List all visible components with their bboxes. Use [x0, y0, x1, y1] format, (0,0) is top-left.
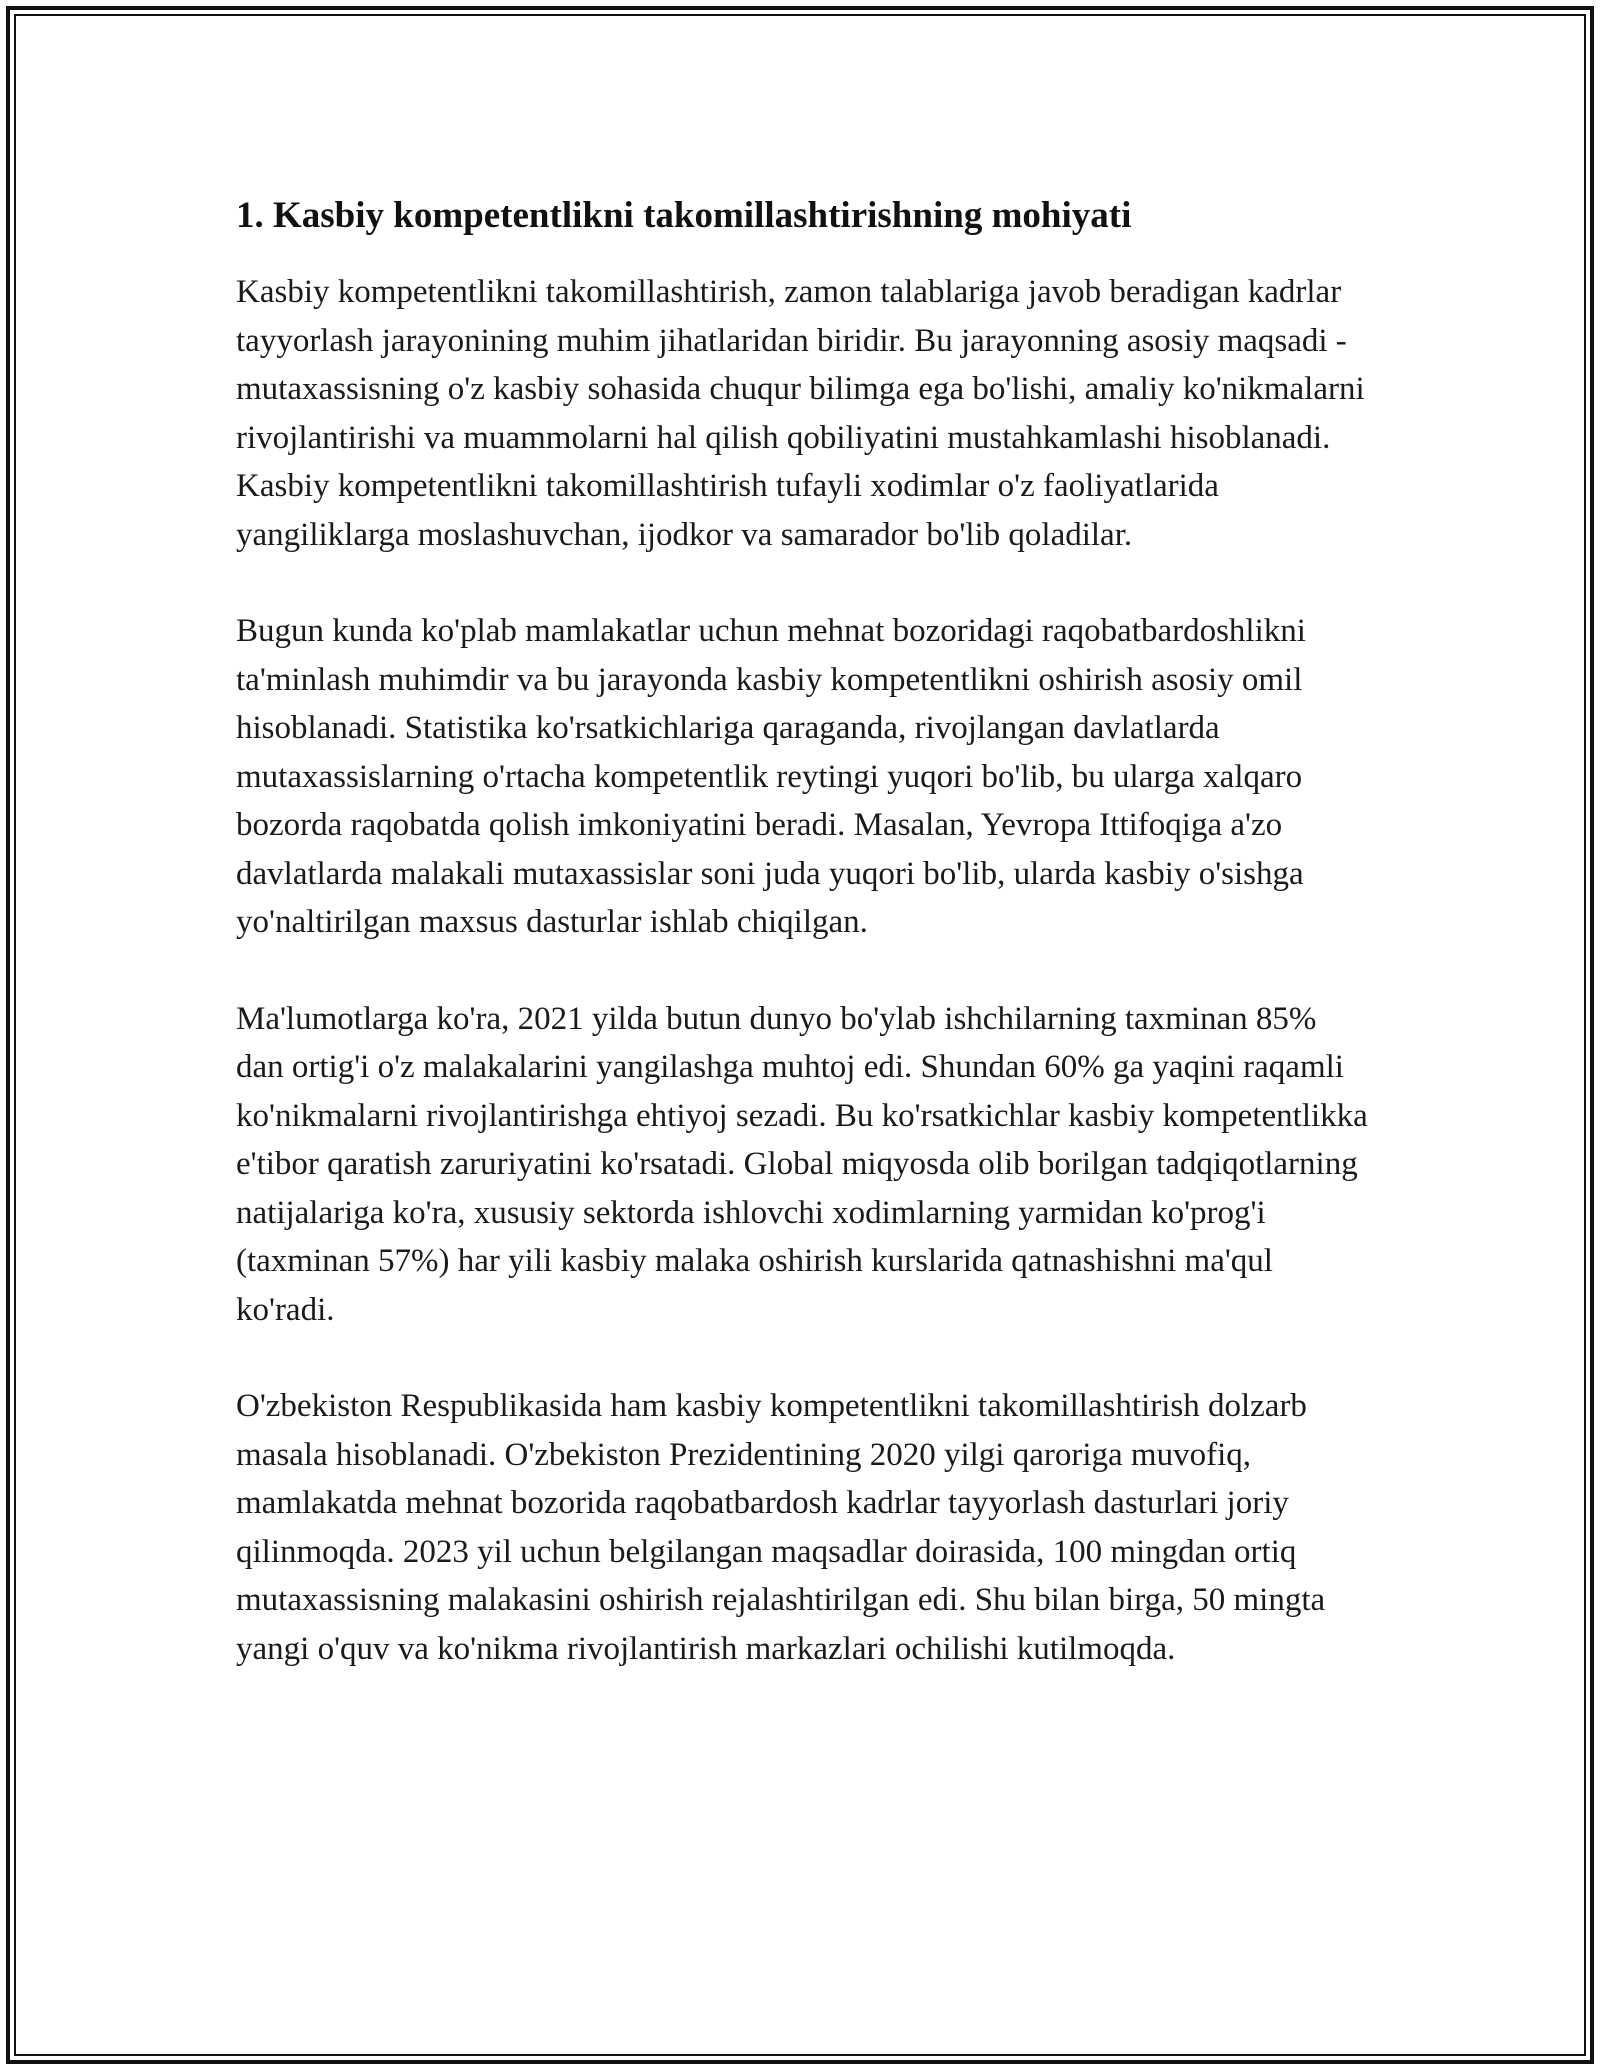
section-heading: 1. Kasbiy kompetentlikni takomillashtirishning mohiyati: [236, 195, 1132, 236]
paragraph-1: Kasbiy kompetentlikni takomillashtirish, zamon talablariga javob beradigan kadrlar tayyorlash jarayonining muhim jihatlaridan biridir. Bu jarayonning asosiy maqsadi - mutaxassisning o'z kasbiy sohasida chuqur bilimga ega bo'lishi, amaliy ko'nikmalarni rivojlantirishi va muammolarni hal qilish qobiliyatini mustahkamlashi hisoblanadi. Kasbiy kompetentlikni takomillashtirish tufayli xodimlar o'z faoliyatlarida yangiliklarga moslashuvchan, ijodkor va samarador bo'lib qoladilar.: [236, 274, 1365, 553]
paragraph-3: Ma'lumotlarga ko'ra, 2021 yilda butun dunyo bo'ylab ishchilarning taxminan 85% dan ortig'i o'z malakalarini yangilashga muhtoj edi. Shundan 60% ga yaqini raqamli ko'nikmalarni rivojlantirishga ehtiyoj sezadi. Bu ko'rsatkichlar kasbiy kompetentlikka e'tibor qaratish zaruriyatini ko'rsatadi. Global miqyosda olib borilgan tadqiqotlarning natijalariga ko'ra, xususiy sektorda ishlovchi xodimlarning yarmidan ko'prog'i (taxminan 57%) har yili kasbiy malaka oshirish kurslarida qatnashishni ma'qul ko'radi.: [236, 1000, 1368, 1328]
paragraph-4: O'zbekiston Respublikasida ham kasbiy kompetentlikni takomillashtirish dolzarb masala hisoblanadi. O'zbekiston Prezidentining 2020 yilgi qaroriga muvofiq, mamlakatda mehnat bozorida raqobatbardosh kadrlar tayyorlash dasturlari joriy qilinmoqda. 2023 yil uchun belgilangan maqsadlar doirasida, 100 mingdan ortiq mutaxassisning malakasini oshirish rejalashtirilgan edi. Shu bilan birga, 50 mingta yangi o'quv va ko'nikma rivojlantirish markazlari ochilishi kutilmoqda.: [236, 1388, 1326, 1667]
paragraph-2: Bugun kunda ko'plab mamlakatlar uchun mehnat bozoridagi raqobatbardoshlikni ta'minlash muhimdir va bu jarayonda kasbiy kompetentlikni oshirish asosiy omil hisoblanadi. Statistika ko'rsatkichlariga qaraganda, rivojlangan davlatlarda mutaxassislarning o'rtacha kompetentlik reytingi yuqori bo'lib, bu ularga xalqaro bozorda raqobatda qolish imkoniyatini beradi. Masalan, Yevropa Ittifoqiga a'zo davlatlarda malakali mutaxassislar soni juda yuqori bo'lib, ularda kasbiy o'sishga yo'naltirilgan maxsus dasturlar ishlab chiqilgan.: [236, 613, 1306, 940]
document-body: [236, 186, 1368, 1721]
